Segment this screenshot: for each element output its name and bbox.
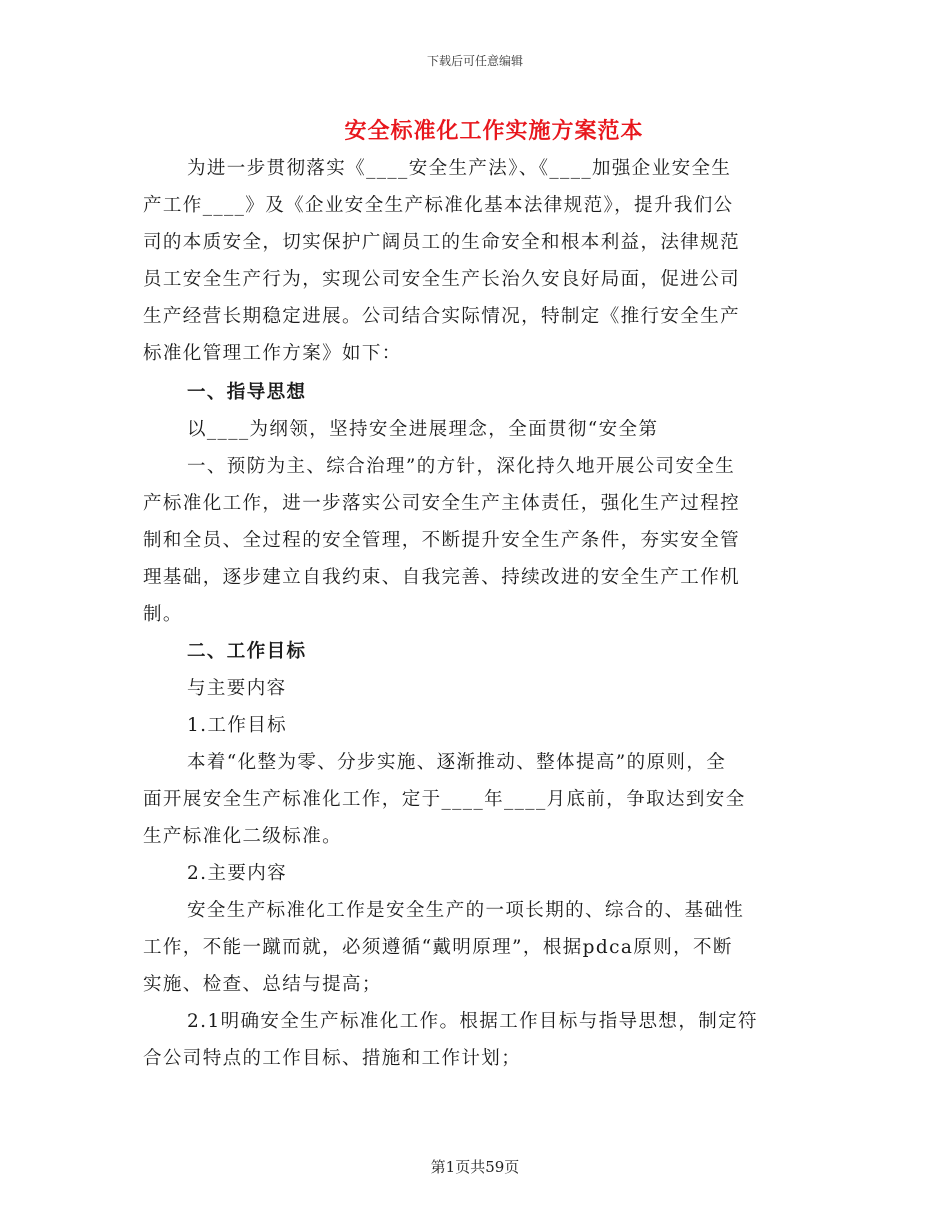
text-line: 一、预防为主、综合治理”的方针，深化持久地开展公司安全生: [187, 456, 736, 477]
text-line: 生产标准化二级标准。: [143, 826, 343, 847]
text-line: 理基础，逐步建立自我约束、自我完善、持续改进的安全生产工作机: [143, 567, 741, 588]
work-goals-section: [143, 670, 803, 1077]
text-line: 为进一步贯彻落实《____安全生产法》、《____加强企业安全生: [187, 158, 732, 179]
text-line: 合公司特点的工作目标、措施和工作计划；: [143, 1048, 522, 1069]
text-line: 以____为纲领，坚持安全进展理念，全面贯彻“安全第: [187, 419, 659, 440]
text-line: 面开展安全生产标准化工作，定于____年____月底前，争取达到安全: [143, 789, 746, 810]
section-heading: 二、工作目标: [187, 641, 307, 662]
text-line: 生产经营长期稳定进展。公司结合实际情况，特制定《推行安全生产: [143, 306, 741, 327]
text-line: 本着“化整为零、分步实施、逐渐推动、整体提高”的原则，全: [187, 752, 727, 773]
text-line: 制。: [143, 604, 183, 625]
text-line: 工作，不能一蹴而就，必须遵循“戴明原理”，根据pdca原则，不断: [143, 937, 733, 958]
subheading: 2.主要内容: [187, 863, 288, 884]
text-line: 实施、检查、总结与提高；: [143, 974, 382, 995]
page-footer: 第1页共59页: [430, 1158, 520, 1176]
subheading: 1.工作目标: [187, 715, 288, 736]
text-line: 产标准化工作，进一步落实公司安全生产主体责任，强化生产过程控: [143, 493, 741, 514]
text-line: 司的本质安全，切实保护广阔员工的生命安全和根本利益，法律规范: [143, 232, 741, 253]
intro-paragraph: [143, 150, 803, 372]
text-line: 安全生产标准化工作是安全生产的一项长期的、综合的、基础性: [187, 900, 745, 921]
document-title: 安全标准化工作实施方案范本: [344, 118, 644, 144]
section-heading-guiding-thought: [143, 374, 803, 411]
guiding-thought-paragraph: [143, 411, 803, 633]
section-heading-work-goals: [143, 633, 803, 670]
section-heading: 一、指导思想: [187, 382, 307, 403]
text-line: 产工作____》及《企业安全生产标准化基本法律规范》，提升我们公: [143, 195, 734, 216]
text-line: 员工安全生产行为，实现公司安全生产长治久安良好局面，促进公司: [143, 269, 741, 290]
header-note: 下载后可任意编辑: [426, 54, 523, 68]
text-line: 2.1明确安全生产标准化工作。根据工作目标与指导思想，制定符: [187, 1011, 758, 1032]
text-line: 制和全员、全过程的安全管理，不断提升安全生产条件，夯实安全管: [143, 530, 741, 551]
text-line: 与主要内容: [187, 678, 287, 699]
text-line: 标准化管理工作方案》如下：: [143, 343, 402, 364]
